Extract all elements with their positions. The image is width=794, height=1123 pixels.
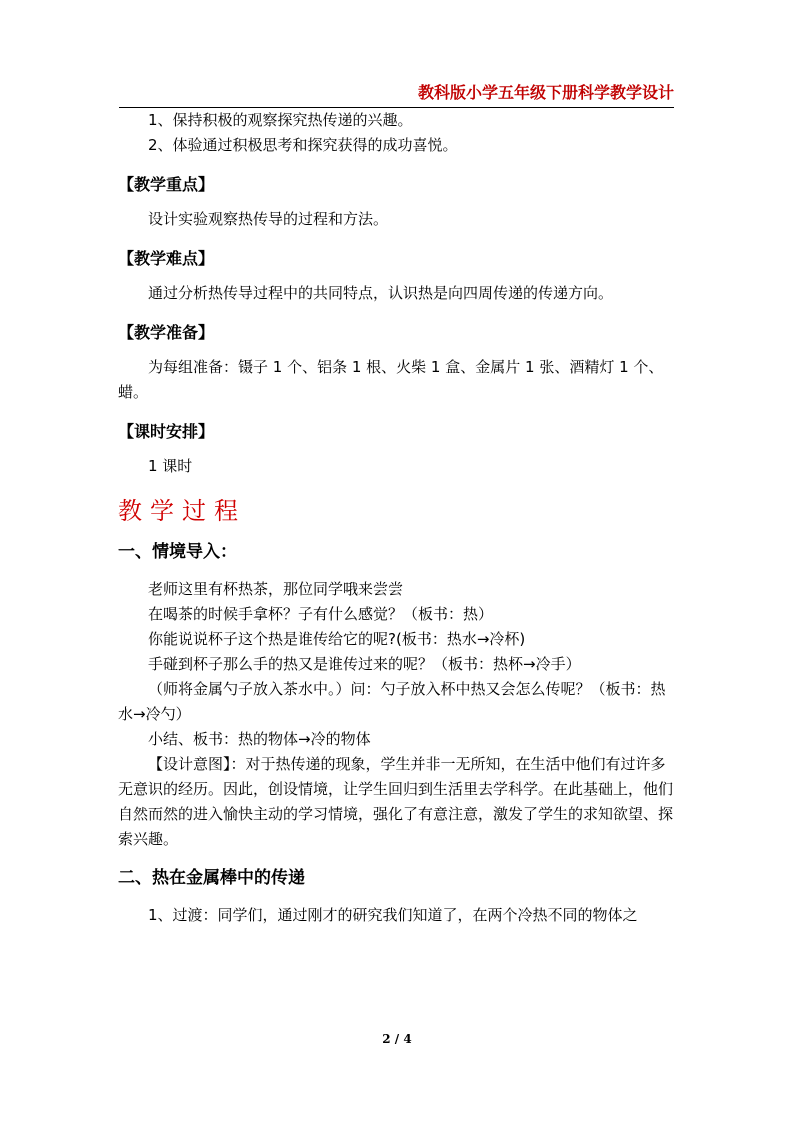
page-number: 2 / 4	[382, 1032, 412, 1046]
prep-text: 为每组准备：镊子 1 个、铝条 1 根、火柴 1 盒、金属片 1 张、酒精灯 1 个、蜡。	[118, 358, 664, 401]
focus-heading: 【教学重点】	[118, 175, 215, 194]
page-content	[118, 108, 674, 928]
prep-heading: 【教学准备】	[118, 323, 215, 342]
focus-text: 设计实验观察热传导的过程和方法。	[148, 210, 389, 228]
part1-line: （师将金属勺子放入茶水中。）问：勺子放入杯中热又会怎么传呢？（板书：热水→冷勺）	[118, 680, 666, 723]
schedule-text: 1 课时	[148, 457, 193, 475]
process-title: 教学过程	[118, 497, 246, 525]
difficulty-heading: 【教学难点】	[118, 249, 215, 268]
schedule-heading: 【课时安排】	[118, 422, 215, 441]
design-intent: 【设计意图】：对于热传递的现象，学生并非一无所知，在生活中他们有过许多无意识的经历。因此，创设情境，让学生回归到生活里去学科学。在此基础上，他们自然而然的进入愉快主动的学习情境，强化了有意注意，激发了学生的求知欲望、探索兴趣。	[118, 755, 674, 848]
part2-line: 1、过渡：同学们，通过刚才的研究我们知道了，在两个冷热不同的物体之	[148, 906, 638, 924]
part1-title: 一、情境导入：	[118, 542, 237, 562]
goal-line: 2、体验通过积极思考和探究获得的成功喜悦。	[148, 136, 458, 154]
part2-title: 二、热在金属棒中的传递	[118, 868, 305, 888]
difficulty-text: 通过分析热传导过程中的共同特点，认识热是向四周传递的传递方向。	[148, 284, 614, 302]
goal-line: 1、保持积极的观察探究热传递的兴趣。	[148, 111, 413, 129]
part1-line: 手碰到杯子那么手的热又是谁传过来的呢？（板书：热杯→冷手）	[148, 655, 581, 673]
part1-line: 在喝茶的时候手拿杯？子有什么感觉？（板书：热）	[148, 605, 494, 623]
document-header: 教科版小学五年级下册科学教学设计	[119, 80, 674, 108]
part1-line: 小结、板书：热的物体→冷的物体	[148, 730, 371, 748]
part1-line: 老师这里有杯热茶，那位同学哦来尝尝	[148, 580, 404, 598]
part1-line: 你能说说杯子这个热是谁传给它的呢?(板书：热水→冷杯)	[148, 630, 526, 648]
